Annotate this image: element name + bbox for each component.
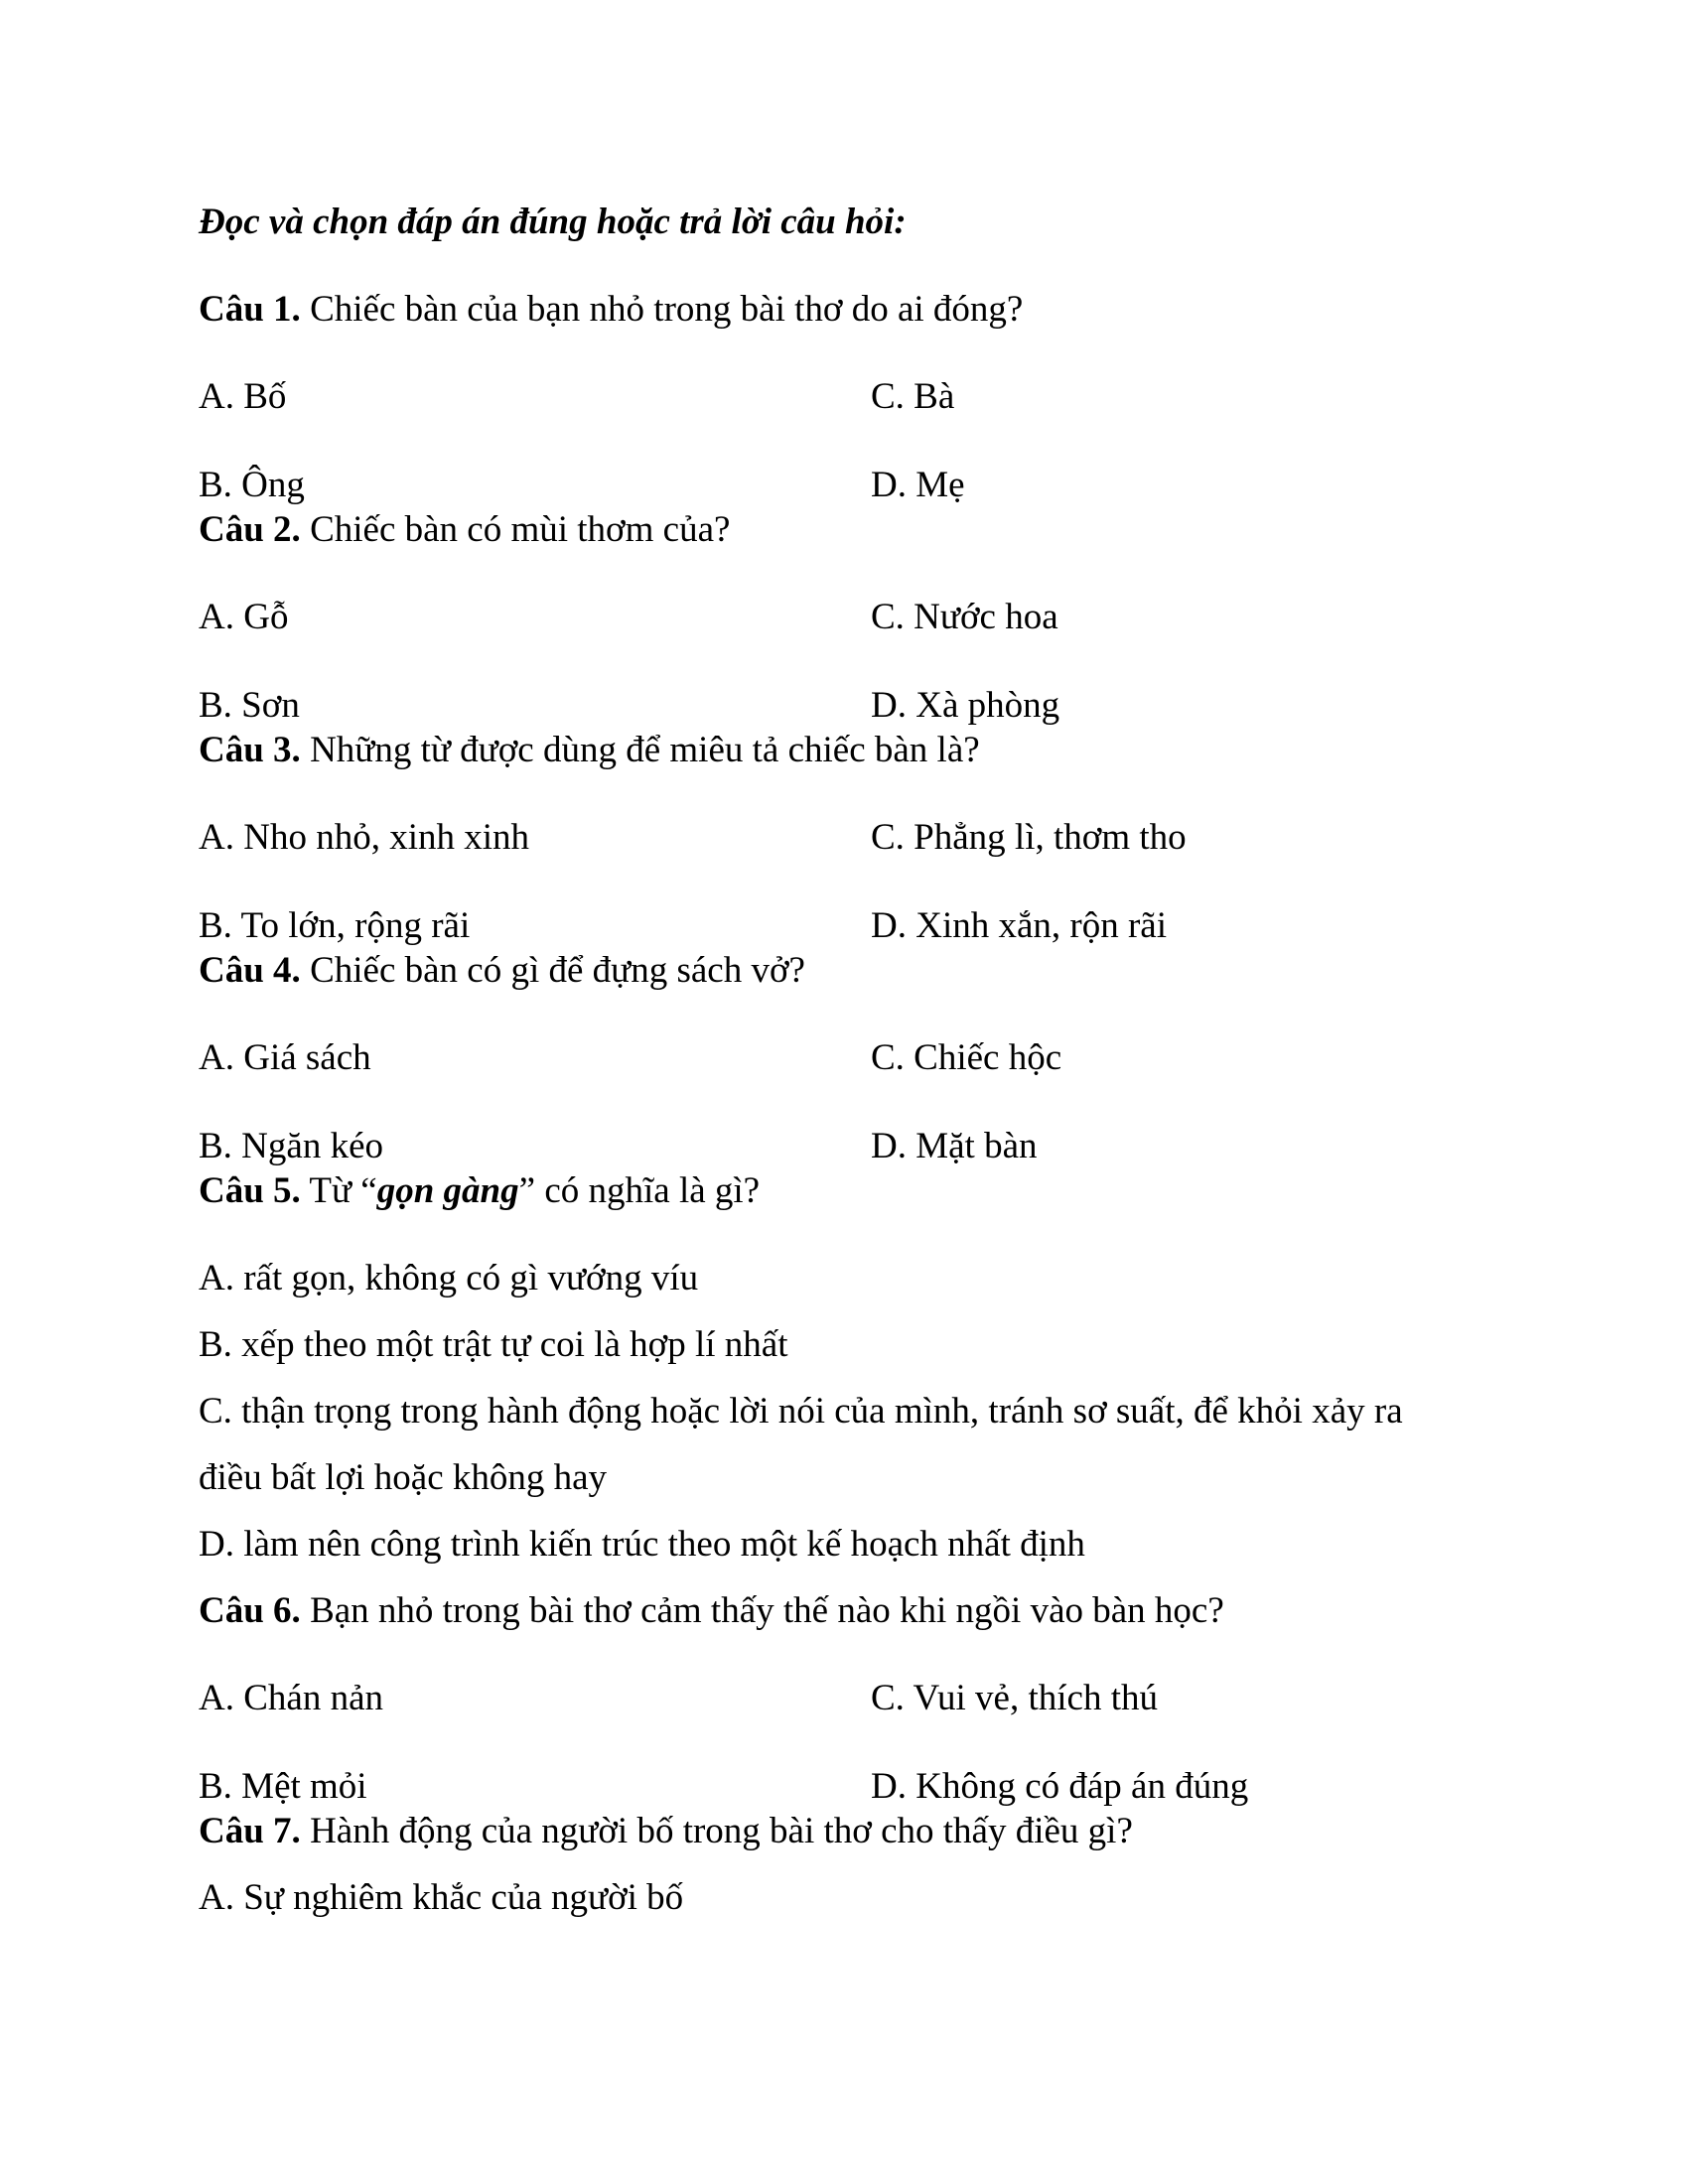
question-7 [199,1810,1133,1853]
option-d: D. làm nên công trình kiến trúc theo một kế hoạch nhất định [199,1524,1085,1565]
question-text: Những từ được dùng để miêu tả chiếc bàn là? [310,730,980,770]
question-number: Câu 7. [199,1811,301,1851]
question-number: Câu 4. [199,950,301,991]
question-3 [199,729,980,772]
vocabulary-term: gọn gàng [376,1170,519,1211]
option-a: A. rất gọn, không có gì vướng víu [199,1258,699,1298]
option-b: B. Ông [199,465,305,505]
question-number: Câu 1. [199,289,301,330]
option-c-continued: điều bất lợi hoặc không hay [199,1457,608,1498]
option-c: C. Vui vẻ, thích thú [871,1678,1158,1718]
option-c: C. Bà [871,376,955,417]
option-d: D. Xinh xắn, rộn rãi [871,905,1167,946]
question-4 [199,949,805,993]
option-d: D. Mặt bàn [871,1126,1038,1166]
option-c: C. Chiếc hộc [871,1037,1062,1078]
question-number: Câu 2. [199,509,301,550]
option-b: B. Sơn [199,685,300,726]
option-a: A. Gỗ [199,597,289,637]
question-text: Chiếc bàn có mùi thơm của? [310,509,731,550]
question-text-before: Từ “ [309,1170,377,1211]
option-c: C. Nước hoa [871,597,1058,637]
option-a: A. Chán nản [199,1678,383,1718]
question-6 [199,1589,1224,1633]
option-d: D. Mẹ [871,465,965,505]
question-1 [199,288,1023,332]
option-c: C. thận trọng trong hành động hoặc lời nói của mình, tránh sơ suất, để khỏi xảy ra [199,1391,1403,1432]
question-number: Câu 5. [199,1170,301,1211]
option-a: A. Nho nhỏ, xinh xinh [199,817,529,858]
option-a: A. Bố [199,376,287,417]
question-text: Chiếc bàn có gì để đựng sách vở? [310,950,805,991]
question-text-after: ” có nghĩa là gì? [518,1170,761,1211]
question-number: Câu 3. [199,730,301,770]
option-a: A. Sự nghiêm khắc của người bố [199,1877,684,1918]
question-text: Bạn nhỏ trong bài thơ cảm thấy thế nào khi ngồi vào bàn học? [310,1590,1224,1631]
option-d: D. Không có đáp án đúng [871,1766,1249,1807]
question-text: Hành động của người bố trong bài thơ cho thấy điều gì? [310,1811,1133,1851]
option-b: B. Mệt mỏi [199,1766,367,1807]
question-2 [199,508,730,552]
option-a: A. Giá sách [199,1037,371,1078]
option-b: B. xếp theo một trật tự coi là hợp lí nhất [199,1324,788,1365]
option-b: B. Ngăn kéo [199,1126,383,1166]
instruction-heading: Đọc và chọn đáp án đúng hoặc trả lời câu hỏi: [199,202,907,242]
question-text: Chiếc bàn của bạn nhỏ trong bài thơ do ai đóng? [310,289,1024,330]
option-d: D. Xà phòng [871,685,1060,726]
option-b: B. To lớn, rộng rãi [199,905,471,946]
question-5 [199,1169,760,1213]
option-c: C. Phẳng lì, thơm tho [871,817,1187,858]
question-number: Câu 6. [199,1590,301,1631]
